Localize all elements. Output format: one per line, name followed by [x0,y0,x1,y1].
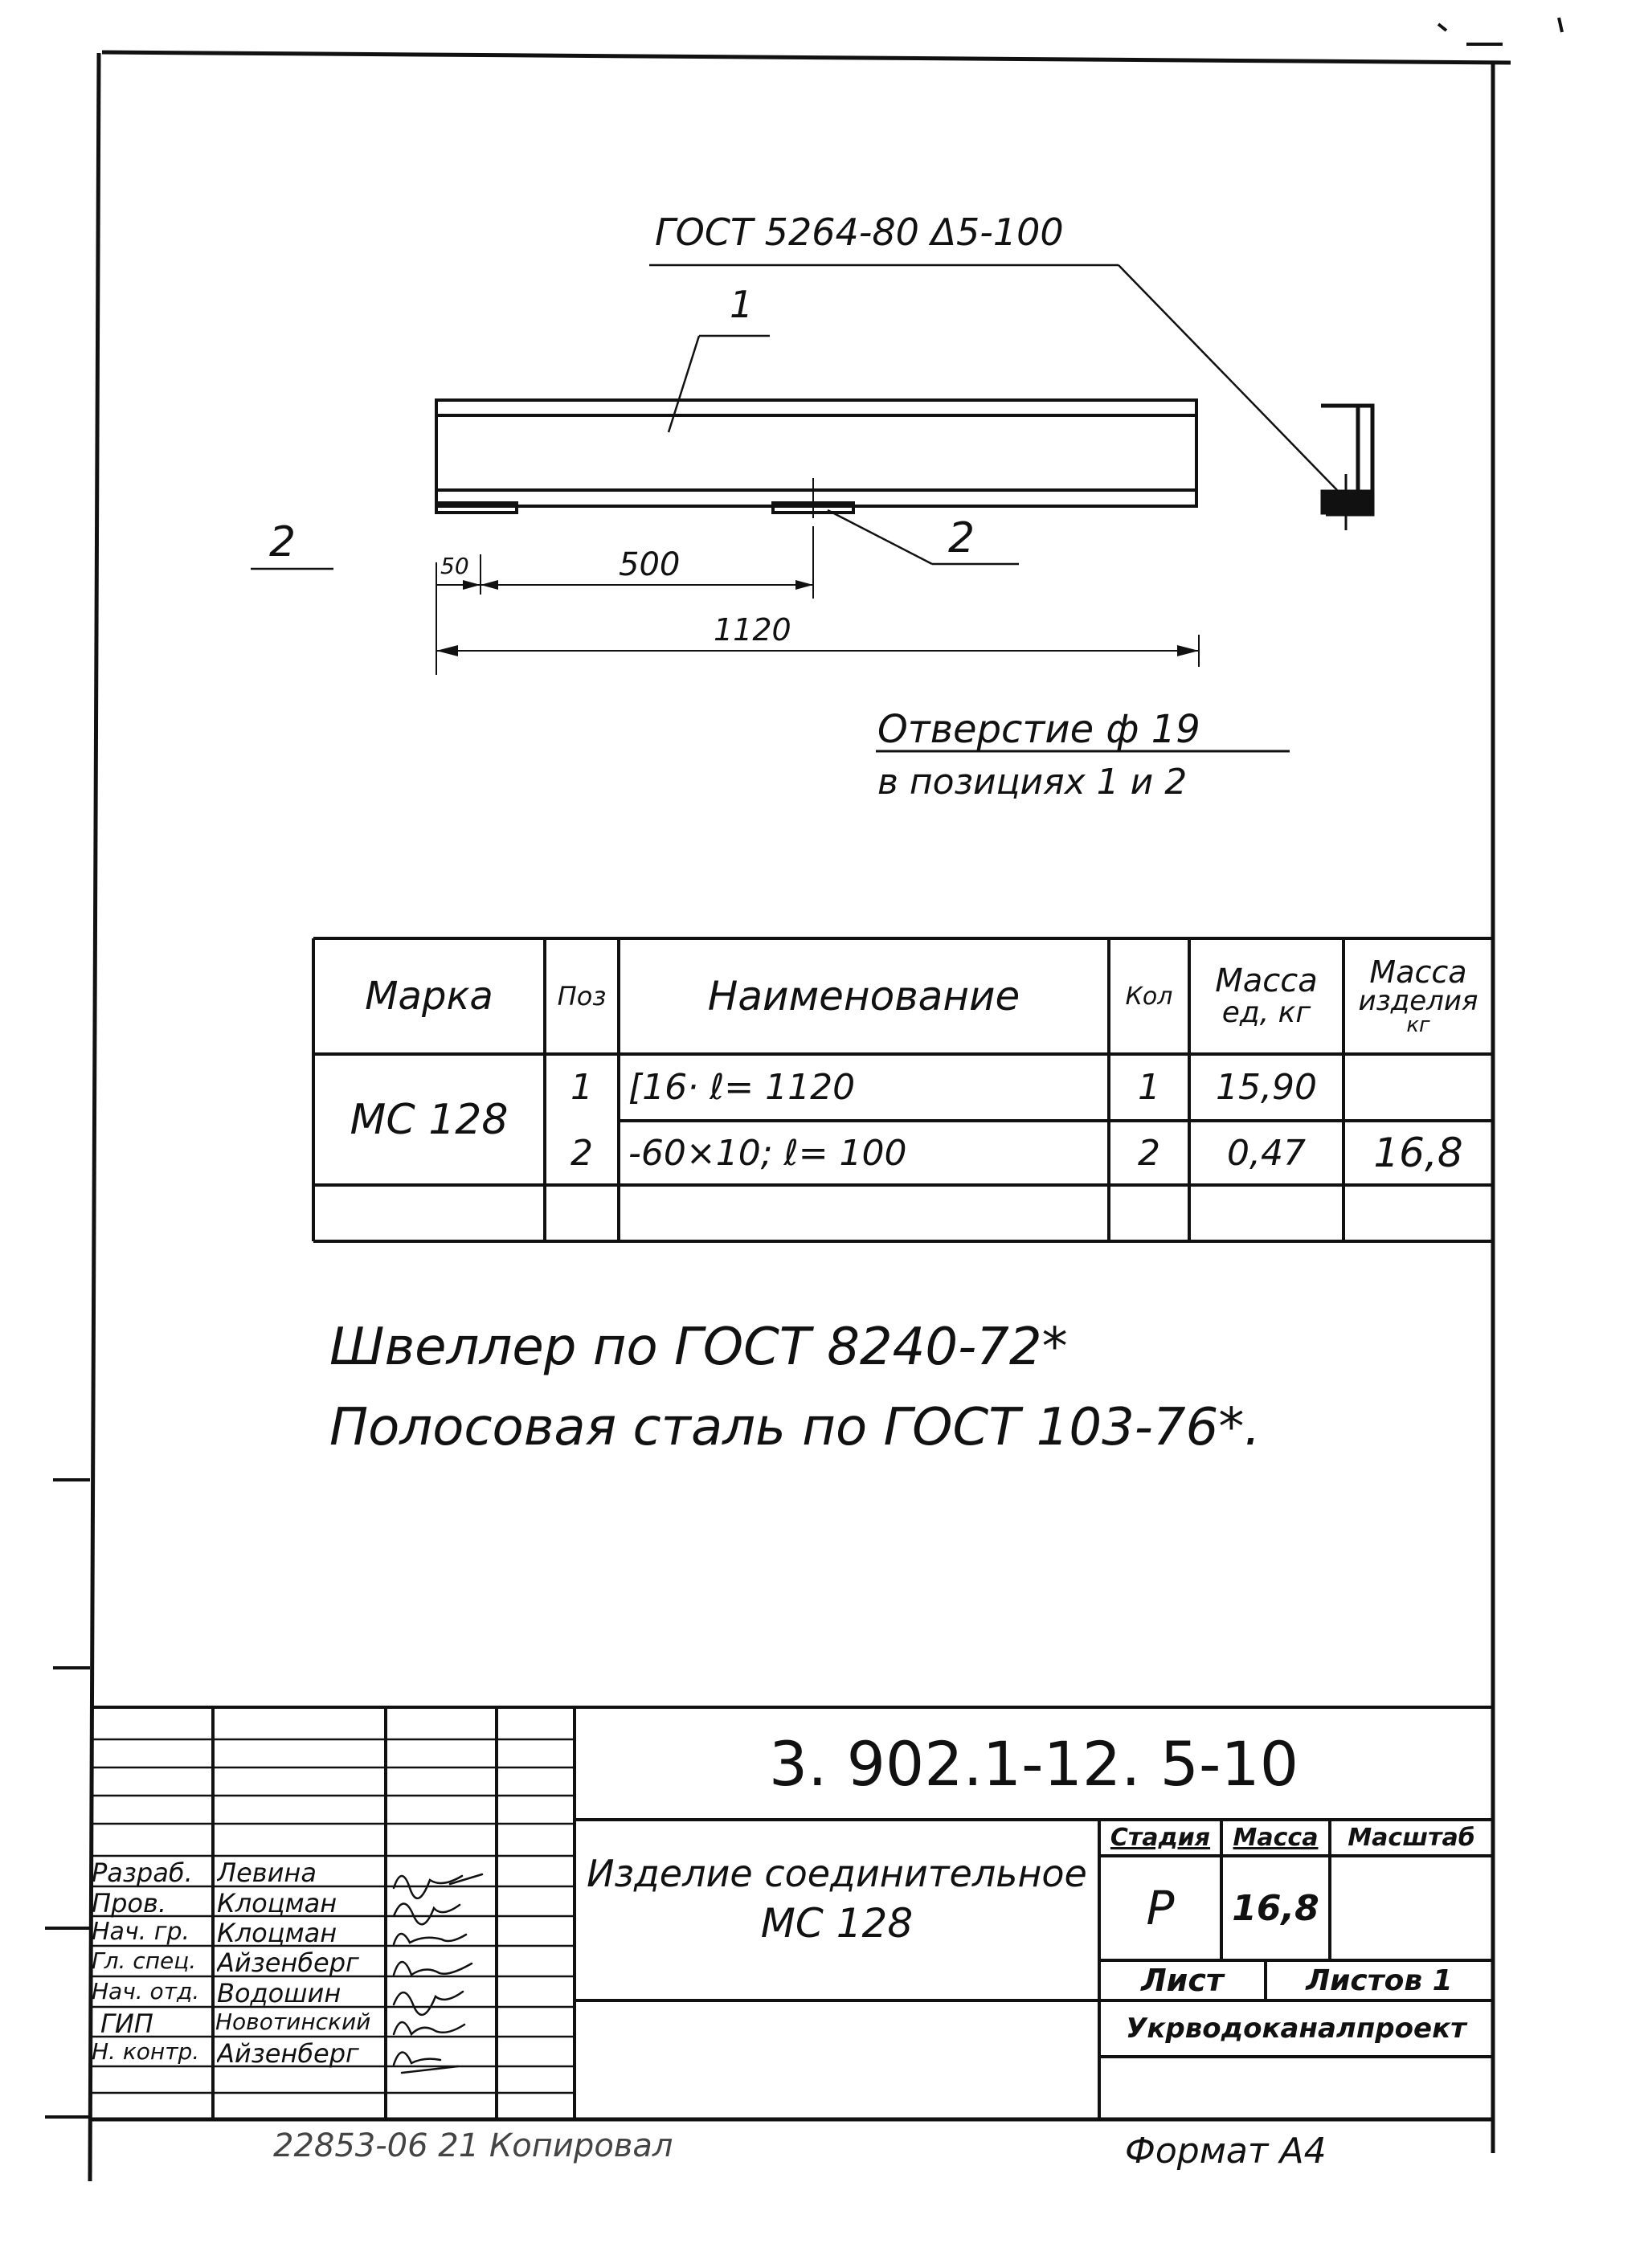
footer-format: Формат А4 [1125,2131,1327,2172]
item-title [575,1820,1099,2000]
weld-note: ГОСТ 5264-80 Δ5-100 [655,210,1064,254]
mass-header: Масса [1233,1824,1319,1852]
stage-header: Стадия [1110,1824,1211,1852]
header-item-mass-line-2: изделия [1358,985,1478,1017]
item-title-line-2: МС 128 [760,1900,914,1947]
name-chief-engineer: Новотинский [215,2009,371,2035]
signature-2 [394,1903,460,1924]
role-checker: Пров. [92,1888,166,1919]
signature-6 [394,2022,464,2034]
header-item-mass [1343,938,1493,1054]
role-chief-engineer: ГИП [100,2009,153,2039]
role-group-head: Нач. гр. [92,1918,190,1946]
position-label-2: 2 [948,514,975,562]
hole-note-line-1: Отверстие ф 19 [877,707,1200,752]
side-view-label: 2 [269,518,297,566]
row-2-qty: 2 [1138,1132,1160,1174]
header-unit-mass-line-2: ед, кг [1221,996,1311,1030]
row-2-pos: 2 [571,1132,593,1174]
header-qty: Кол [1125,982,1173,1011]
dimension-arrows [436,580,1199,656]
channel-view [436,400,1196,518]
cell-mark: МС 128 [350,1095,509,1144]
margin-ticks [45,1480,90,2117]
mass-value: 16,8 [1232,1887,1319,1929]
name-checker: Клоцман [217,1888,337,1919]
channel-section [1321,406,1372,530]
name-group-head: Клоцман [217,1918,337,1948]
role-department-head: Нач. отд. [92,1978,200,2004]
hole-note-line-2: в позициях 1 и 2 [877,762,1188,803]
dimension-500: 500 [619,546,681,583]
row-2-name: -60×10; ℓ= 100 [628,1132,907,1174]
header-item-mass-line-3: кг [1406,1013,1430,1037]
cell-item-mass: 16,8 [1373,1130,1463,1176]
item-title-line-1: Изделие соединительное [587,1852,1087,1895]
organization-name: Укрводоканалпроект [1126,2013,1466,2045]
header-unit-mass [1189,938,1343,1054]
row-1-pos: 1 [571,1067,593,1108]
position-label-1: 1 [730,283,754,326]
role-standards-control: Н. контр. [92,2038,200,2065]
name-chief-specialist: Айзенберг [217,1947,359,1978]
signature-7 [394,2052,458,2073]
row-2-unit-mass: 0,47 [1227,1132,1306,1174]
row-1-unit-mass: 15,90 [1216,1067,1317,1108]
header-item-mass-line-1: Масса [1369,954,1467,990]
sheet-label: Лист [1141,1963,1224,1998]
footer-copy-note: 22853-06 21 Копировал [273,2127,673,2164]
header-unit-mass-line-1: Масса [1215,962,1318,1000]
name-standards-control: Айзенберг [217,2038,359,2069]
note-strip-steel-standard: Полосовая сталь по ГОСТ 103-76*. [329,1398,1261,1457]
signature-4 [394,1962,472,1975]
name-developer: Левина [217,1857,317,1888]
signature-3 [394,1934,466,1944]
dimension-lines [436,526,1199,675]
header-mark: Марка [365,974,493,1019]
role-chief-specialist: Гл. спец. [92,1947,197,1974]
name-department-head: Водошин [217,1978,341,2009]
header-name: Наименование [707,973,1020,1020]
role-developer: Разраб. [92,1857,193,1888]
scale-header: Масштаб [1348,1824,1475,1852]
row-1-qty: 1 [1138,1067,1160,1108]
dimension-50: 50 [440,553,469,579]
note-channel-standard: Швеллер по ГОСТ 8240-72* [329,1318,1068,1377]
row-1-name: [16· ℓ= 1120 [628,1067,856,1108]
document-code: 3. 902.1-12. 5-10 [768,1727,1299,1800]
sheets-label: Листов 1 [1306,1964,1453,1997]
signatures [394,1874,482,2073]
stage-value: Р [1146,1881,1175,1935]
corner-marks [1438,18,1562,44]
header-pos: Поз [557,981,607,1011]
signature-5 [394,1992,463,2015]
dimension-1120: 1120 [714,612,791,648]
